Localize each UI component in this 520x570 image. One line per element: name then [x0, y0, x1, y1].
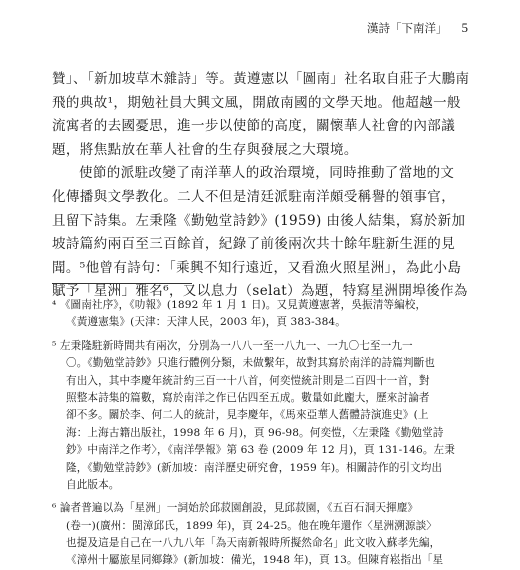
body-line: 聞。⁵他曾有詩句：「乘興不知行遠近，又看漁火照星洲」，為此小島 [52, 259, 462, 276]
footnote-line: ⁴ 《圖南社序》，《叻報》(1892 年 1 月 1 日)。又見黃遵憲著，吳振清等編校， [52, 299, 427, 311]
body-line: 使節的派駐改變了南洋華人的政治環境，同時推動了當地的文 [79, 165, 455, 182]
footnote-line: 有出入，其中李慶年統計約三百一十八首，何奕愷統計則是二百四十一首，對 [66, 374, 430, 387]
body-line: 坡詩篇約兩百至三百餘首，紀錄了前後兩次共十餘年駐新生涯的見 [52, 236, 456, 253]
footnote-line: ⁵ 左秉隆駐新時間共有兩次，分別為一八八一至一八九一、一九〇七至一九一 [52, 339, 413, 352]
footnote-line: 《黃遵憲集》(天津：天津人民，2003 年)，頁 383-384。 [66, 316, 346, 329]
footnote-line: 也提及這是自己在一八九八年「為天南新報時所擬然命名」此文收入蘇孝先編， [66, 537, 441, 550]
body-line: 賦予「星洲」雅名⁶，又以息力（selat）為題，特寫星洲開埠後作為 [52, 283, 468, 300]
main-text [52, 68, 472, 304]
footnote-line: 卻不多。關於李、何二人的統計，見李慶年，《馬來亞華人舊體詩演進史》(上 [66, 409, 429, 422]
footnote-line: 自此版本。 [66, 478, 120, 491]
footnote-line: 海：上海古籍出版社，1998 年 6 月)，頁 96-98。何奕愷，〈左秉隆《勤勉堂詩 [66, 426, 444, 439]
body-line: 化傳播與文學教化。二人不但是清廷派駐南洋頗受稱譽的領事官， [52, 188, 456, 205]
footnote-line: ⁶ 論者普遍以為「星洲」一詞始於邱菽園創設，見邱菽園，《五百石洞天揮麈》 [52, 502, 419, 515]
footnote-line: 〇。《勤勉堂詩鈔》只進行體例分類，未做繫年，故對其寫於南洋的詩篇判斷也 [66, 357, 435, 370]
body-line: 贊」、「新加坡草木雜詩」等。黃遵憲以「圖南」社名取自莊子大鵬南 [52, 71, 470, 87]
body-line: 且留下詩集。左秉隆《勤勉堂詩鈔》(1959) 由後人結集，寫於新加 [52, 212, 466, 229]
body-line: 題，將焦點放在華人社會的生存與發展之大環境。 [52, 141, 358, 158]
footnote-line: 《漳州十屬旅星同鄉錄》(新加坡：備光，1948 年)，頁 13。但陳育崧指出「星 [66, 554, 444, 567]
running-header [367, 20, 468, 36]
footnote-line: 隆，《勤勉堂詩鈔》(新加坡：南洋歷史研究會，1959 年)。相關詩作的引文均出 [66, 461, 443, 474]
footnote-line: (卷一)(廣州：閩漳邱氏，1899 年)，頁 24-25。他在晚年還作〈星洲溯源談〉 [66, 519, 437, 532]
footnotes [52, 297, 472, 570]
body-line: 飛的典故¹，期勉社員大興文風，開啟南國的文學天地。他超越一般 [52, 94, 461, 111]
footnote-line: 照整本詩集的篇數，寫於南洋之作已佔四至五成。數量如此龐大，歷來討論者 [66, 391, 430, 404]
body-line: 流寓者的去國憂思，進一步以使節的高度，關懷華人社會的內部議 [52, 118, 456, 135]
running-title: 漢詩「下南洋」 [367, 21, 448, 35]
footnote-divider [52, 283, 192, 284]
page-number: 5 [461, 20, 468, 35]
footnote-line: 鈔》中南洋之作考〉，《南洋學報》第 63 卷 (2009 年 12 月)，頁 131-146。左秉 [66, 444, 455, 457]
